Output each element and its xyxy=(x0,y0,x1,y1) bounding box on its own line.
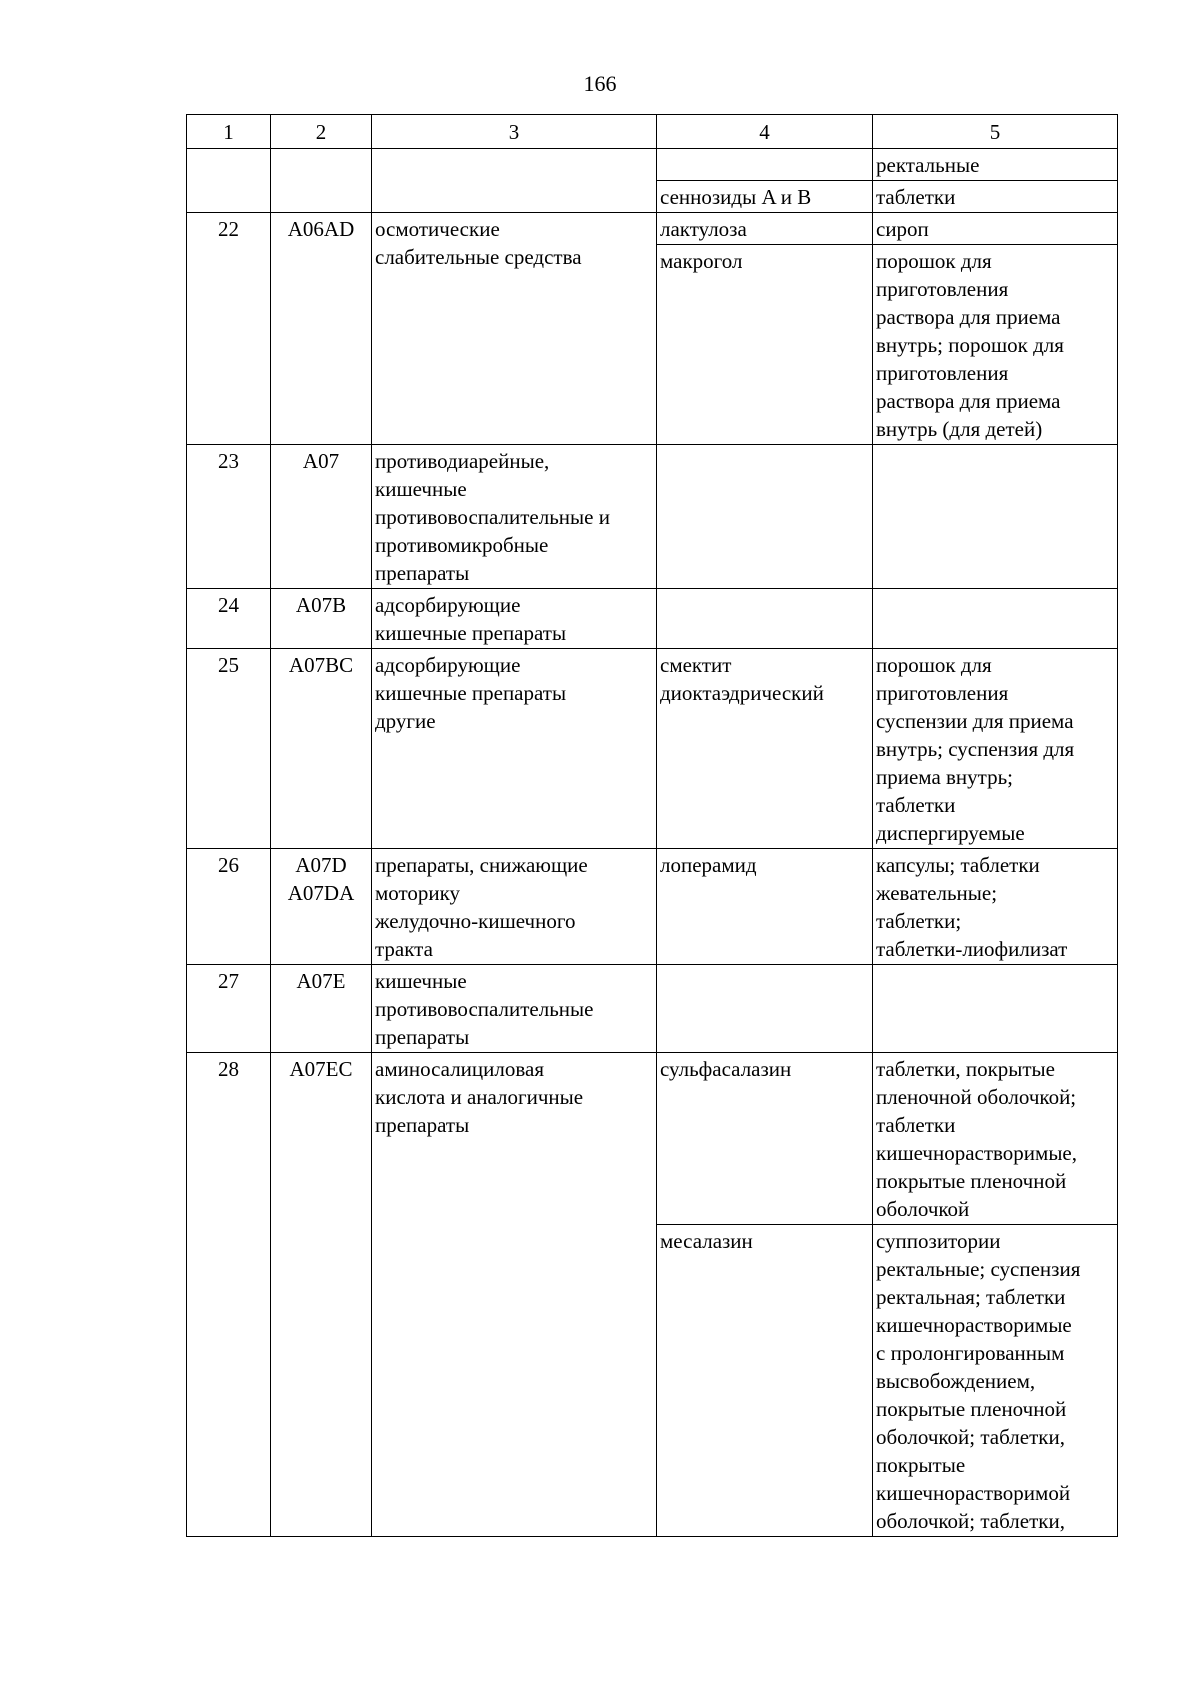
dosage-form-cell: суппозитории ректальные; суспензия ректальная; таблетки кишечнорастворимые с пролонгированным высвобождением, покрытые пленочной оболочкой; таблетки, покрытые кишечнорастворимой оболочкой; таблетки, xyxy=(873,1225,1118,1537)
group-name-cell: адсорбирующие кишечные препараты xyxy=(372,589,657,649)
atc-code-cell xyxy=(271,149,372,213)
header-cell-5: 5 xyxy=(873,115,1118,149)
group-name-cell xyxy=(372,149,657,213)
group-name-cell: препараты, снижающие моторику желудочно-кишечного тракта xyxy=(372,849,657,965)
table-row xyxy=(187,589,1118,649)
dosage-form-cell: капсулы; таблетки жевательные; таблетки; таблетки-лиофилизат xyxy=(873,849,1118,965)
drug-name-cell: сульфасалазин xyxy=(657,1053,873,1225)
header-cell-1: 1 xyxy=(187,115,271,149)
table-row xyxy=(187,1053,1118,1225)
drug-name-cell xyxy=(657,589,873,649)
atc-code-cell: A07D A07DA xyxy=(271,849,372,965)
drug-name-cell: лактулоза xyxy=(657,213,873,245)
drug-name-cell: лоперамид xyxy=(657,849,873,965)
row-number-cell xyxy=(187,149,271,213)
row-number-cell: 26 xyxy=(187,849,271,965)
atc-code-cell: A07 xyxy=(271,445,372,589)
row-number-cell: 22 xyxy=(187,213,271,445)
atc-code-cell: A06AD xyxy=(271,213,372,445)
atc-code-cell: A07BC xyxy=(271,649,372,849)
table-row xyxy=(187,649,1118,849)
table-row xyxy=(187,149,1118,181)
dosage-form-cell xyxy=(873,445,1118,589)
group-name-cell: осмотические слабительные средства xyxy=(372,213,657,445)
row-number-cell: 23 xyxy=(187,445,271,589)
group-name-cell: кишечные противовоспалительные препараты xyxy=(372,965,657,1053)
dosage-form-cell: таблетки xyxy=(873,181,1118,213)
row-number-cell: 25 xyxy=(187,649,271,849)
drug-table xyxy=(186,114,1118,1537)
drug-name-cell: макрогол xyxy=(657,245,873,445)
header-cell-4: 4 xyxy=(657,115,873,149)
table-row xyxy=(187,965,1118,1053)
drug-name-cell: сеннозиды A и B xyxy=(657,181,873,213)
dosage-form-cell: сироп xyxy=(873,213,1118,245)
row-number-cell: 28 xyxy=(187,1053,271,1537)
group-name-cell: противодиарейные, кишечные противовоспалительные и противомикробные препараты xyxy=(372,445,657,589)
dosage-form-cell xyxy=(873,965,1118,1053)
dosage-form-cell: ректальные xyxy=(873,149,1118,181)
header-cell-2: 2 xyxy=(271,115,372,149)
page-number: 166 xyxy=(583,71,617,96)
drug-name-cell xyxy=(657,445,873,589)
dosage-form-cell: порошок для приготовления суспензии для приема внутрь; суспензия для приема внутрь; таблетки диспергируемые xyxy=(873,649,1118,849)
row-number-cell: 27 xyxy=(187,965,271,1053)
dosage-form-cell: таблетки, покрытые пленочной оболочкой; таблетки кишечнорастворимые, покрытые пленочной оболочкой xyxy=(873,1053,1118,1225)
header-cell-3: 3 xyxy=(372,115,657,149)
drug-name-cell: месалазин xyxy=(657,1225,873,1537)
dosage-form-cell: порошок для приготовления раствора для приема внутрь; порошок для приготовления раствора для приема внутрь (для детей) xyxy=(873,245,1118,445)
group-name-cell: адсорбирующие кишечные препараты другие xyxy=(372,649,657,849)
drug-name-cell: смектит диоктаэдрический xyxy=(657,649,873,849)
table-row xyxy=(187,849,1118,965)
table-row xyxy=(187,213,1118,245)
dosage-form-cell xyxy=(873,589,1118,649)
drug-name-cell xyxy=(657,149,873,181)
drug-name-cell xyxy=(657,965,873,1053)
table-row xyxy=(187,445,1118,589)
atc-code-cell: A07EC xyxy=(271,1053,372,1537)
header-row xyxy=(187,115,1118,149)
atc-code-cell: A07E xyxy=(271,965,372,1053)
group-name-cell: аминосалициловая кислота и аналогичные препараты xyxy=(372,1053,657,1537)
atc-code-cell: A07B xyxy=(271,589,372,649)
row-number-cell: 24 xyxy=(187,589,271,649)
